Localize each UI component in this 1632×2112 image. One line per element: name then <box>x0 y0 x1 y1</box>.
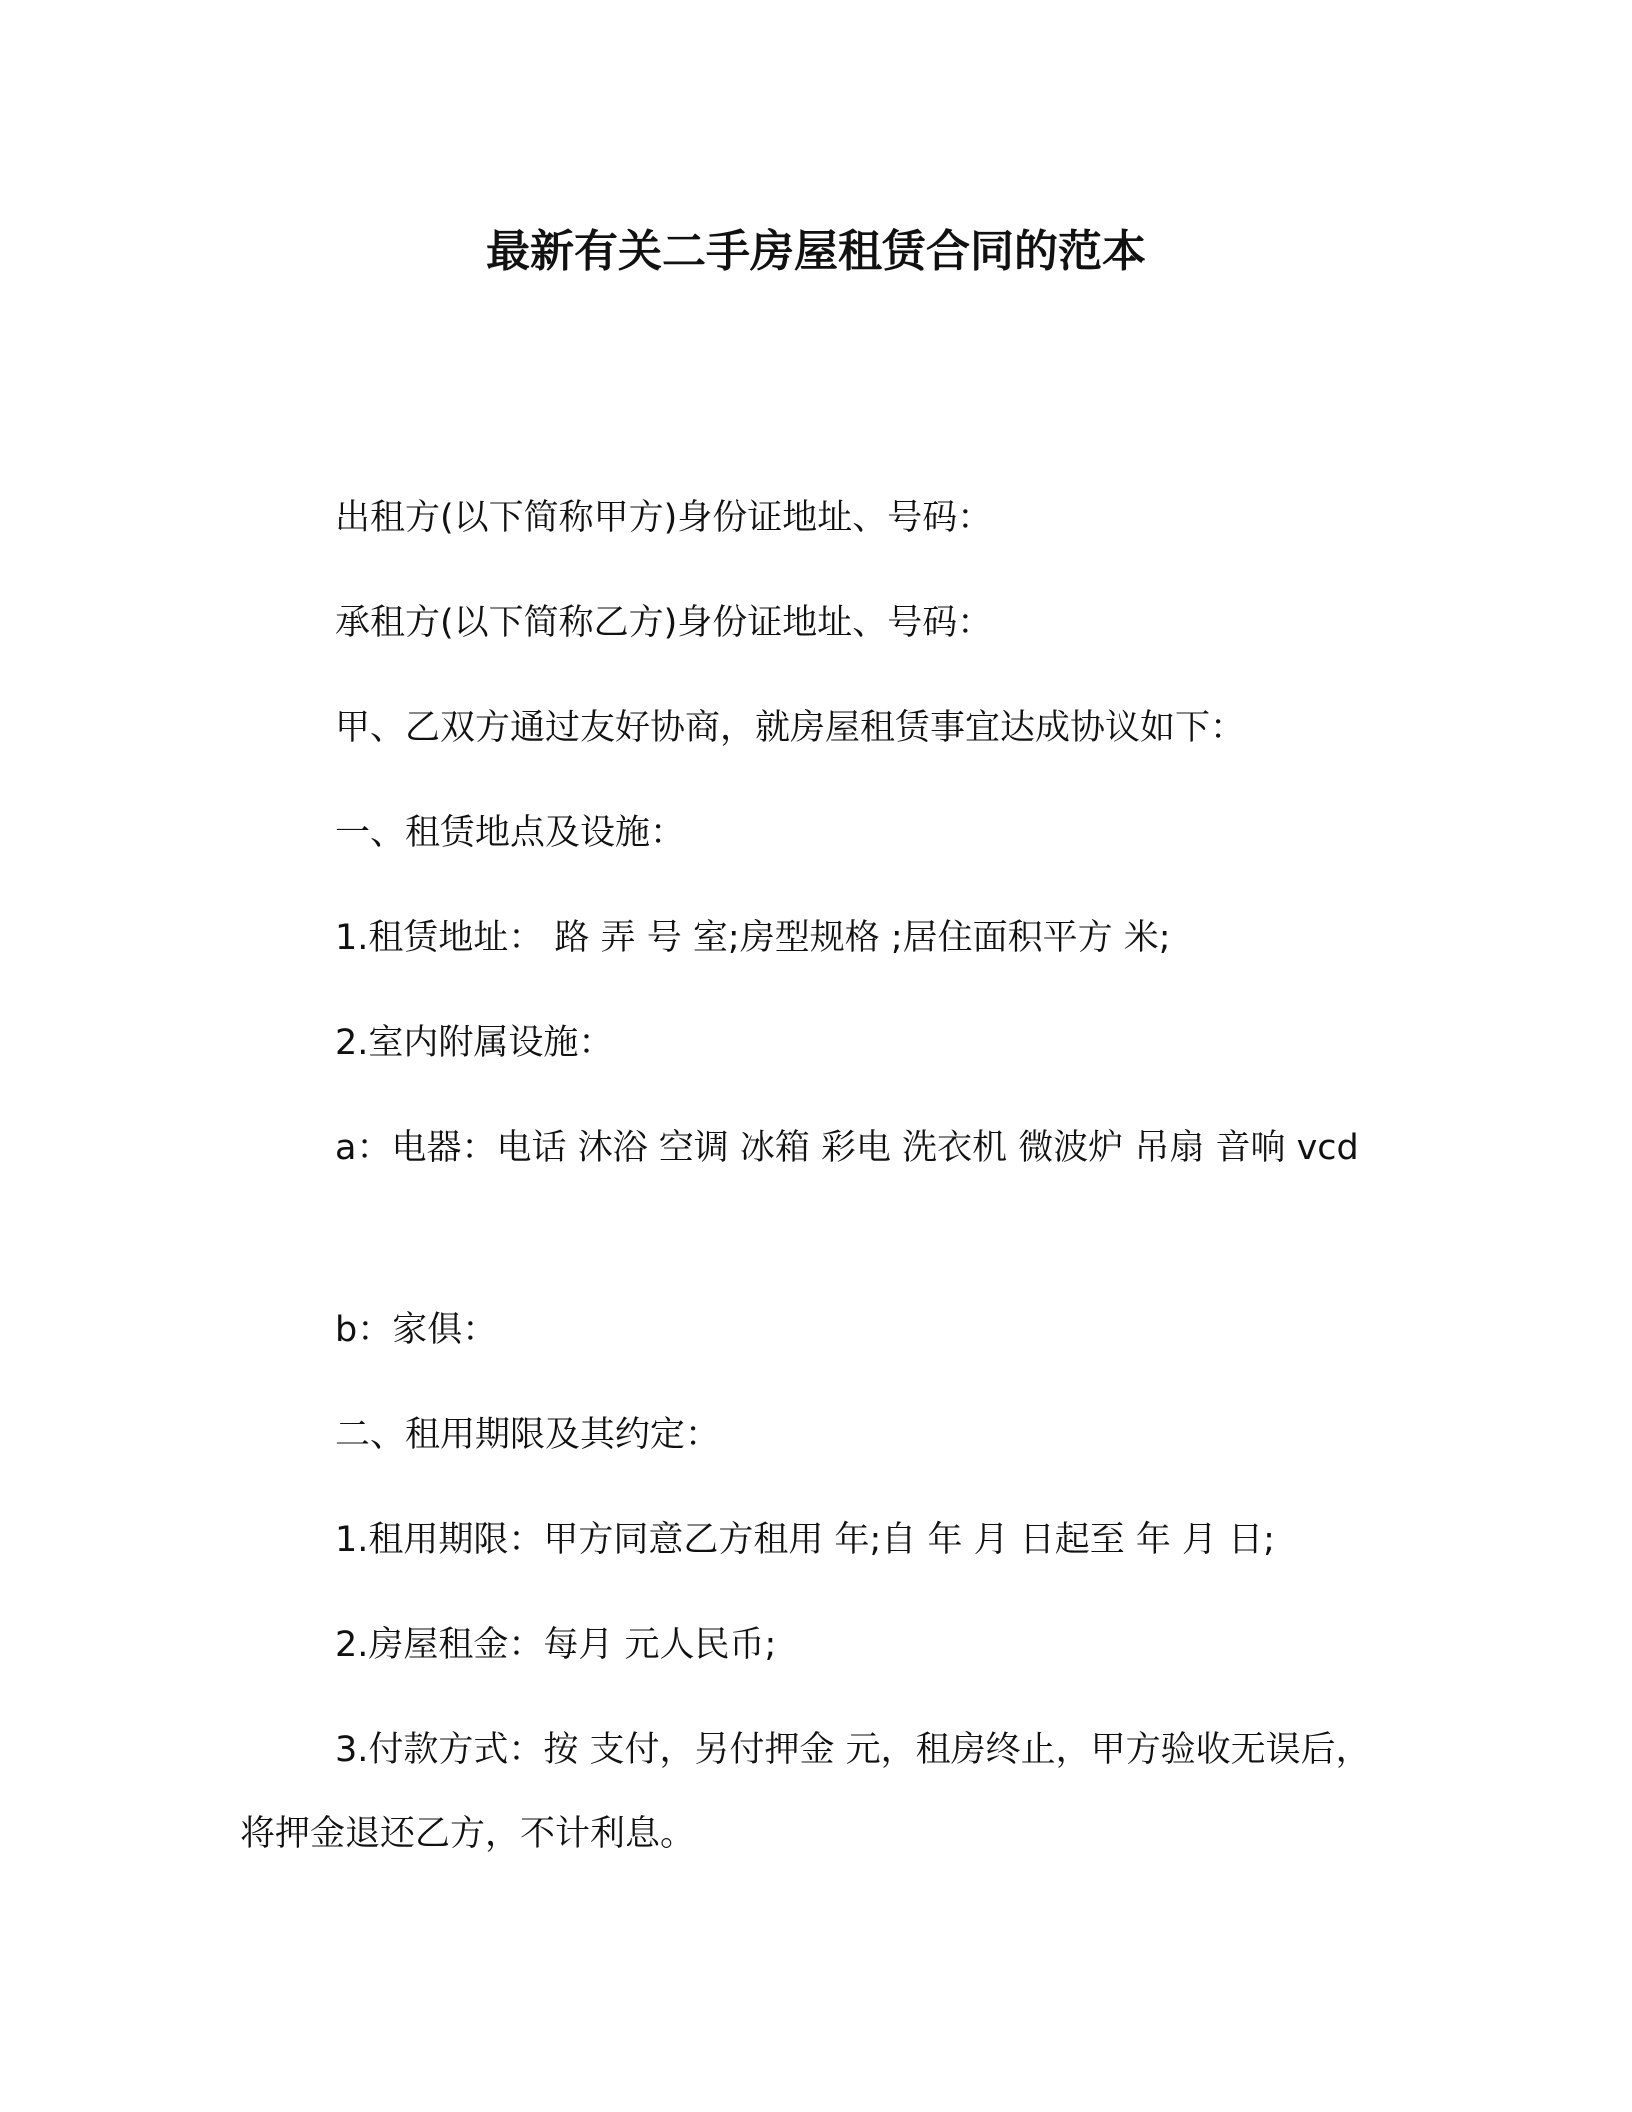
paragraph-text: 出租方(以下简称甲方)身份证地址、号码： <box>335 498 993 538</box>
paragraph-appliances <box>240 1106 1372 1190</box>
paragraph-text: 2.房屋租金：每月 元人民币; <box>335 1625 777 1665</box>
paragraph-text: 3.付款方式：按 支付，另付押金 元，租房终止，甲方验收无误后，将押金退还乙方，不计利息。 <box>240 1730 1371 1854</box>
paragraph-text: 2.室内附属设施： <box>335 1023 614 1063</box>
paragraph-text: 1.租用期限：甲方同意乙方租用 年;自 年 月 日起至 年 月 日; <box>335 1520 1275 1560</box>
paragraph-text: 1.租赁地址： 路 弄 号 室;房型规格 ;居住面积平方 米; <box>335 918 1171 958</box>
paragraph-payment <box>240 1708 1372 1876</box>
paragraph-text: 甲、乙双方通过友好协商，就房屋租赁事宜达成协议如下： <box>335 708 1246 748</box>
paragraph-text: a：电器：电话 沐浴 空调 冰箱 彩电 洗衣机 微波炉 吊扇 音响 vcd <box>335 1128 1359 1168</box>
paragraph-lessor <box>240 476 1372 560</box>
paragraph-text: 一、租赁地点及设施： <box>335 813 686 853</box>
section-heading-location <box>240 791 1372 875</box>
paragraph-text: b：家俱： <box>335 1310 498 1350</box>
paragraph-lessee <box>240 581 1372 665</box>
paragraph-text: 承租方(以下简称乙方)身份证地址、号码： <box>335 603 993 643</box>
section-heading-term <box>240 1393 1372 1477</box>
paragraph-facilities <box>240 1001 1372 1085</box>
paragraph-rent <box>240 1603 1372 1687</box>
paragraph-furniture <box>240 1288 1372 1372</box>
document-title: 最新有关二手房屋租赁合同的范本 <box>486 226 1146 277</box>
paragraph-agreement <box>240 686 1372 770</box>
paragraph-lease-term <box>240 1498 1372 1582</box>
paragraph-address <box>240 896 1372 980</box>
paragraph-text: 二、租用期限及其约定： <box>335 1415 721 1455</box>
